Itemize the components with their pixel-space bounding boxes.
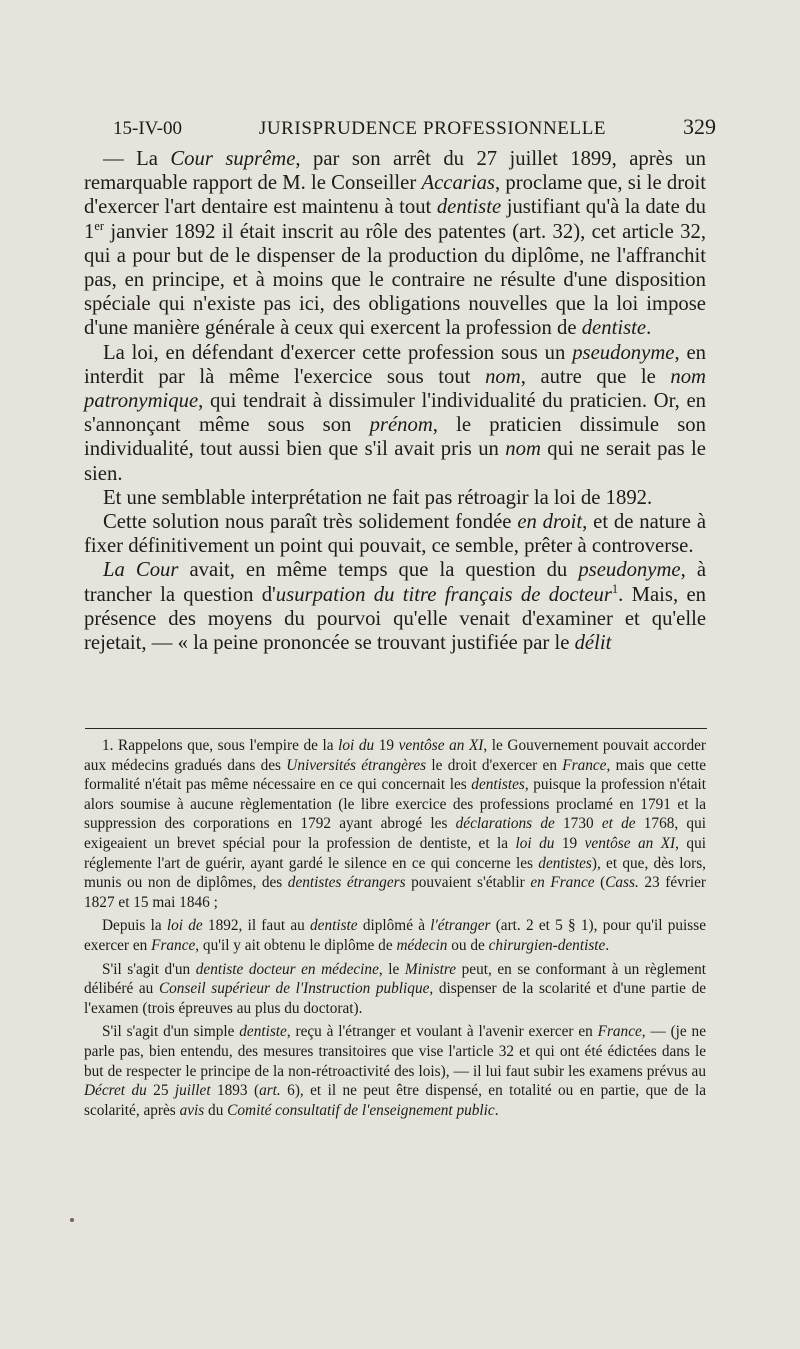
running-header	[113, 114, 716, 140]
footnote-1-loi-1892: Depuis la loi de 1892, il faut au dentiste diplômé à l'étranger (art. 2 et 5 § 1), pour qu'il puisse exercer en France, qu'il y ait obtenu le diplôme de médecin ou de chirurgien-dentiste.	[84, 917, 707, 954]
paragraph-cour-supreme: — La Cour suprême, par son arrêt du 27 juillet 1899, après un remarquable rapport de M. le Conseiller Accarias, proclame que, si le droit d'exercer l'art dentaire est maintenu à tout dentiste justifiant qu'à la date du 1er janvier 1892 il était inscrit au rôle des patentes (art. 32), cet article 32, qui a pour but de le dispenser de la production du diplôme, ne l'affranchit pas, en principe, et à moins que le contraire ne résulte d'une disposition spéciale qui n'existe pas ici, des obligations nouvelles que la loi impose d'une manière générale à ceux qui exercent la profession de dentiste.	[84, 148, 707, 340]
header-date: 15-IV-00	[113, 118, 182, 139]
footnote-ref-1: 1	[611, 581, 619, 596]
page-number: 329	[683, 114, 716, 139]
header-title: JURISPRUDENCE PROFESSIONNELLE	[258, 118, 607, 139]
footnotes	[84, 736, 706, 1124]
paragraph-usurpation: La Cour avait, en même temps que la question du pseudonyme, à trancher la question d'usurpation du titre français de docteur$^1$. Mais, en présence des moyens du pourvoi qu'elle venait d'examiner et qu'elle rejetait, — « la peine prononcée se trouvant justifiée par le délit	[84, 559, 706, 655]
footnote-1: 1. Rappelons que, sous l'empire de la loi du 19 ventôse an XI, le Gouvernement pouvait accorder aux médecins gradués dans des Universités étrangères le droit d'exercer en France, mais que cette formalité n'était pas même nécessaire en ce qui concernait les dentistes, puisque la profession n'était alors soumise à aucune règlementation (le libre exercice des professions proclamé en 1791 et la suppression des corporations en 1792 ayant abrogé les déclarations de 1730 et de 1768, qui exigeaient un brevet spécial pour la profession de dentiste, et la loi du 19 ventôse an XI, qui réglemente l'art de guérir, ayant gardé le silence en ce qui concerne les dentistes), et que, dès lors, munis ou non de diplômes, des dentistes étrangers pouvaient s'établir en France (Cass. 23 février 1827 et 15 mai 1846 ;	[84, 737, 707, 911]
footnote-1-simple-dentiste: S'il s'agit d'un simple dentiste, reçu à l'étranger et voulant à l'avenir exercer en France, — (je ne parle pas, bien entendu, des mesures transitoires que vise l'article 32 et qui ont été édictées dans le but de respecter le principe de la non-rétroactivité des lois), — il lui faut subir les examens prévus au Décret du 25 juillet 1893 (art. 6), et il ne peut être dispensé, en totalité ou en partie, que de la scolarité, après avis du Comité consultatif de l'enseignement public.	[84, 1023, 707, 1119]
paragraph-retroactivite: Et une semblable interprétation ne fait pas rétroagir la loi de 1892.	[103, 486, 653, 509]
paragraph-solution: Cette solution nous paraît très solidement fondée en droit, et de nature à fixer définitivement un point qui pouvait, ce semble, prêter à controverse.	[84, 511, 707, 558]
main-text	[84, 147, 706, 655]
paper-speck	[70, 1218, 74, 1222]
paragraph-pseudonyme: La loi, en défendant d'exercer cette profession sous un pseudonyme, en interdit par là même l'exercice sous tout nom, autre que le nom patronymique, qui tendrait à dissimuler l'individualité du praticien. Or, en s'annonçant même sous son prénom, le praticien dissimule son individualité, tout aussi bien que s'il avait pris un nom qui ne serait pas le sien.	[84, 341, 706, 485]
footnote-separator	[85, 728, 707, 729]
footnote-1-docteur: S'il s'agit d'un dentiste docteur en médecine, le Ministre peut, en se conformant à un règlement délibéré au Conseil supérieur de l'Instruction publique, dispenser de la scolarité et d'une partie de l'examen (trois épreuves au plus du doctorat).	[84, 960, 707, 1017]
